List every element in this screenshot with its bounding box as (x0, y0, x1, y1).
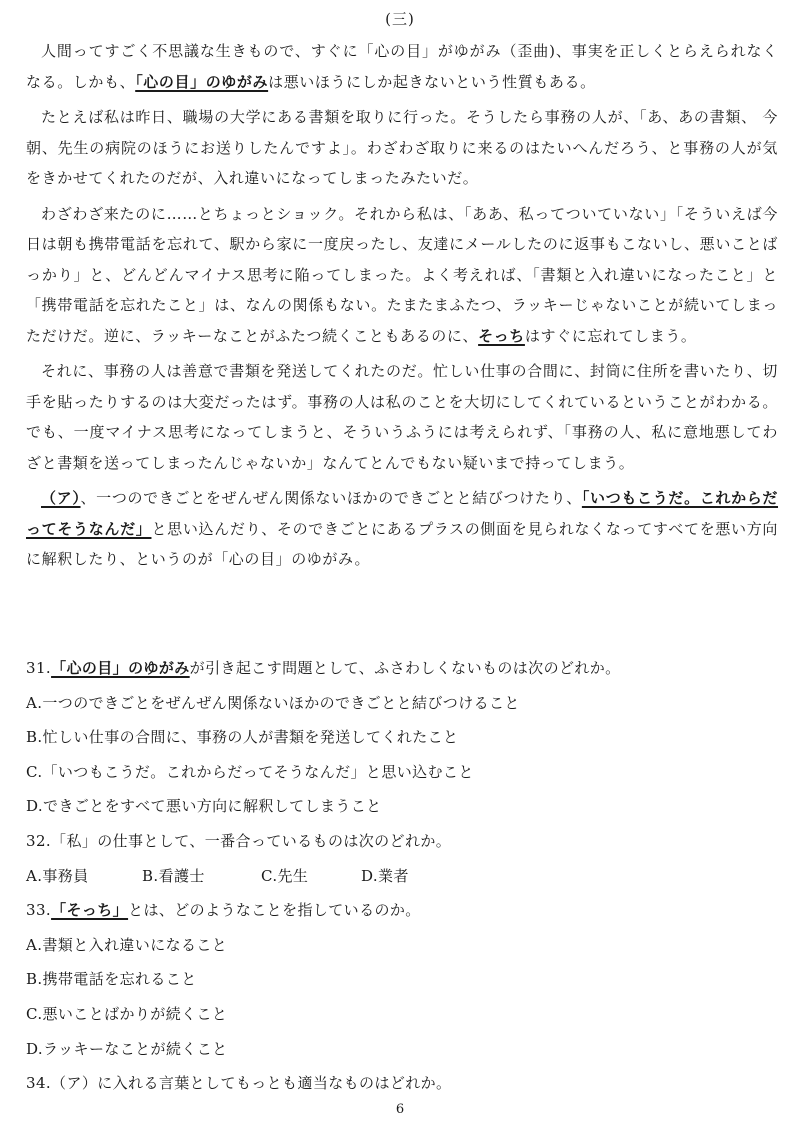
option-32-b[interactable]: B.看護士 (142, 866, 205, 885)
question-32-options (26, 859, 778, 894)
reading-passage (26, 36, 778, 580)
question-number: 31. (26, 659, 52, 677)
option-31-a[interactable]: A.一つのできごとをぜんぜん関係ないほかのできごとと結びつけること (26, 693, 520, 712)
question-text: とは、どのようなことを指しているのか。 (128, 901, 421, 920)
question-underlined-phrase: 「心の目」のゆがみ (51, 659, 190, 677)
paragraph-5-text: 、一つのできごとをぜんぜん関係ないほかのできごとと結びつけたり、 (80, 489, 582, 507)
option-33-a[interactable]: A.書類と入れ違いになること (26, 935, 228, 954)
question-number: 33. (26, 901, 52, 920)
section-title: (三) (385, 10, 415, 28)
option-33-b[interactable]: B.携帯電話を忘れること (26, 970, 197, 989)
option-33-d[interactable]: D.ラッキーなことが続くこと (26, 1039, 228, 1058)
option-33-c[interactable]: C.悪いことばかりが続くこと (26, 1004, 228, 1023)
paragraph-2: たとえば私は昨日、職場の大学にある書類を取りに行った。そうしたら事務の人が、「あ、あの書類、 今朝、先生の病院のほうにお送りしたんですよ」。わざわざ取りに来るのはたいへんだろう、と事務の人が気をきかせてくれたのだが、入れ違いになってしまったみたいだ。 (26, 108, 778, 187)
paragraph-1-text-end: は悪いほうにしか起きないという性質もある。 (268, 72, 596, 91)
paragraph-1 (26, 36, 778, 97)
underlined-phrase-itsumo: 「いつもこうだ。これからだってそうなんだ」 (26, 489, 779, 538)
option-31-b[interactable]: B.忙しい仕事の合間に、事務の人が書類を発送してくれたこと (26, 728, 459, 747)
page-number: 6 (395, 1102, 405, 1117)
underlined-phrase-kokoro-no-me: 「心の目」のゆがみ (135, 72, 269, 91)
question-32: 32.「私」の仕事として、一番合っているものは次のどれか。 (26, 831, 452, 850)
paragraph-3-text-end: はすぐに忘れてしまう。 (524, 326, 697, 345)
question-34: 34.（ア）に入れる言葉としてもっとも適当なものはどれか。 (26, 1074, 452, 1093)
paragraph-1-text: 人間ってすごく不思議な生きもので、すぐに「心の目」がゆがみ（歪曲)、事実を正しくとらえられなくなる。しかも、 (26, 42, 778, 91)
option-31-d[interactable]: D.できごとをすべて悪い方向に解釈してしまうこと (26, 797, 382, 816)
question-list (26, 651, 778, 1101)
question-underlined-word: 「そっち」 (51, 901, 129, 920)
option-32-a[interactable]: A.事務員 (26, 866, 89, 885)
blank-a-marker: （ア） (41, 489, 81, 507)
option-31-c[interactable]: C.「いつもこうだ。これからだってそうなんだ」と思い込むこと (26, 762, 474, 781)
option-32-d[interactable]: D.業者 (361, 866, 409, 885)
paragraph-5-text-end: と思い込んだり、そのできごとにあるプラスの側面を見られなくなってすべてを悪い方向に解釈したり、というのが「心の目」のゆがみ。 (26, 519, 778, 568)
paragraph-4: それに、事務の人は善意で書類を発送してくれたのだ。忙しい仕事の合間に、封筒に住所を書いたり、切手を貼ったりするのは大変だったはず。事務の人は私のことを大切にしてくれているということがわかる。でも、一度マイナス思考になってしまうと、そういうふうには考えられず、「事務の人、私に意地悪してわざと書類を送ってしまったんじゃないか」なんてとんでもない疑いまで持ってしまう。 (26, 362, 778, 472)
paragraph-3 (26, 199, 778, 352)
question-31 (26, 651, 778, 686)
question-33 (26, 893, 778, 928)
underlined-word-socchi: そっち (478, 326, 525, 345)
question-text: が引き起こす問題として、ふさわしくないものは次のどれか。 (189, 659, 621, 677)
paragraph-3-text: わざわざ来たのに……とちょっとショック。それから私は、「ああ、私ってついていない」「そういえば今日は朝も携帯電話を忘れて、駅から家に一度戻ったし、友達にメールしたのに返事もこないし、悪いことばっかり」と、どんどんマイナス思考に陥ってしまった。よく考えれば、「書類と入れ違いになったこと」と「携帯電話を忘れたこと」は、なんの関係もない。たまたまふたつ、ラッキーじゃないことが続いてしまっただけだ。逆に、ラッキーなことがふたつ続くこともあるのに、 (26, 204, 778, 345)
paragraph-5 (26, 483, 778, 575)
option-32-c[interactable]: C.先生 (261, 866, 309, 885)
